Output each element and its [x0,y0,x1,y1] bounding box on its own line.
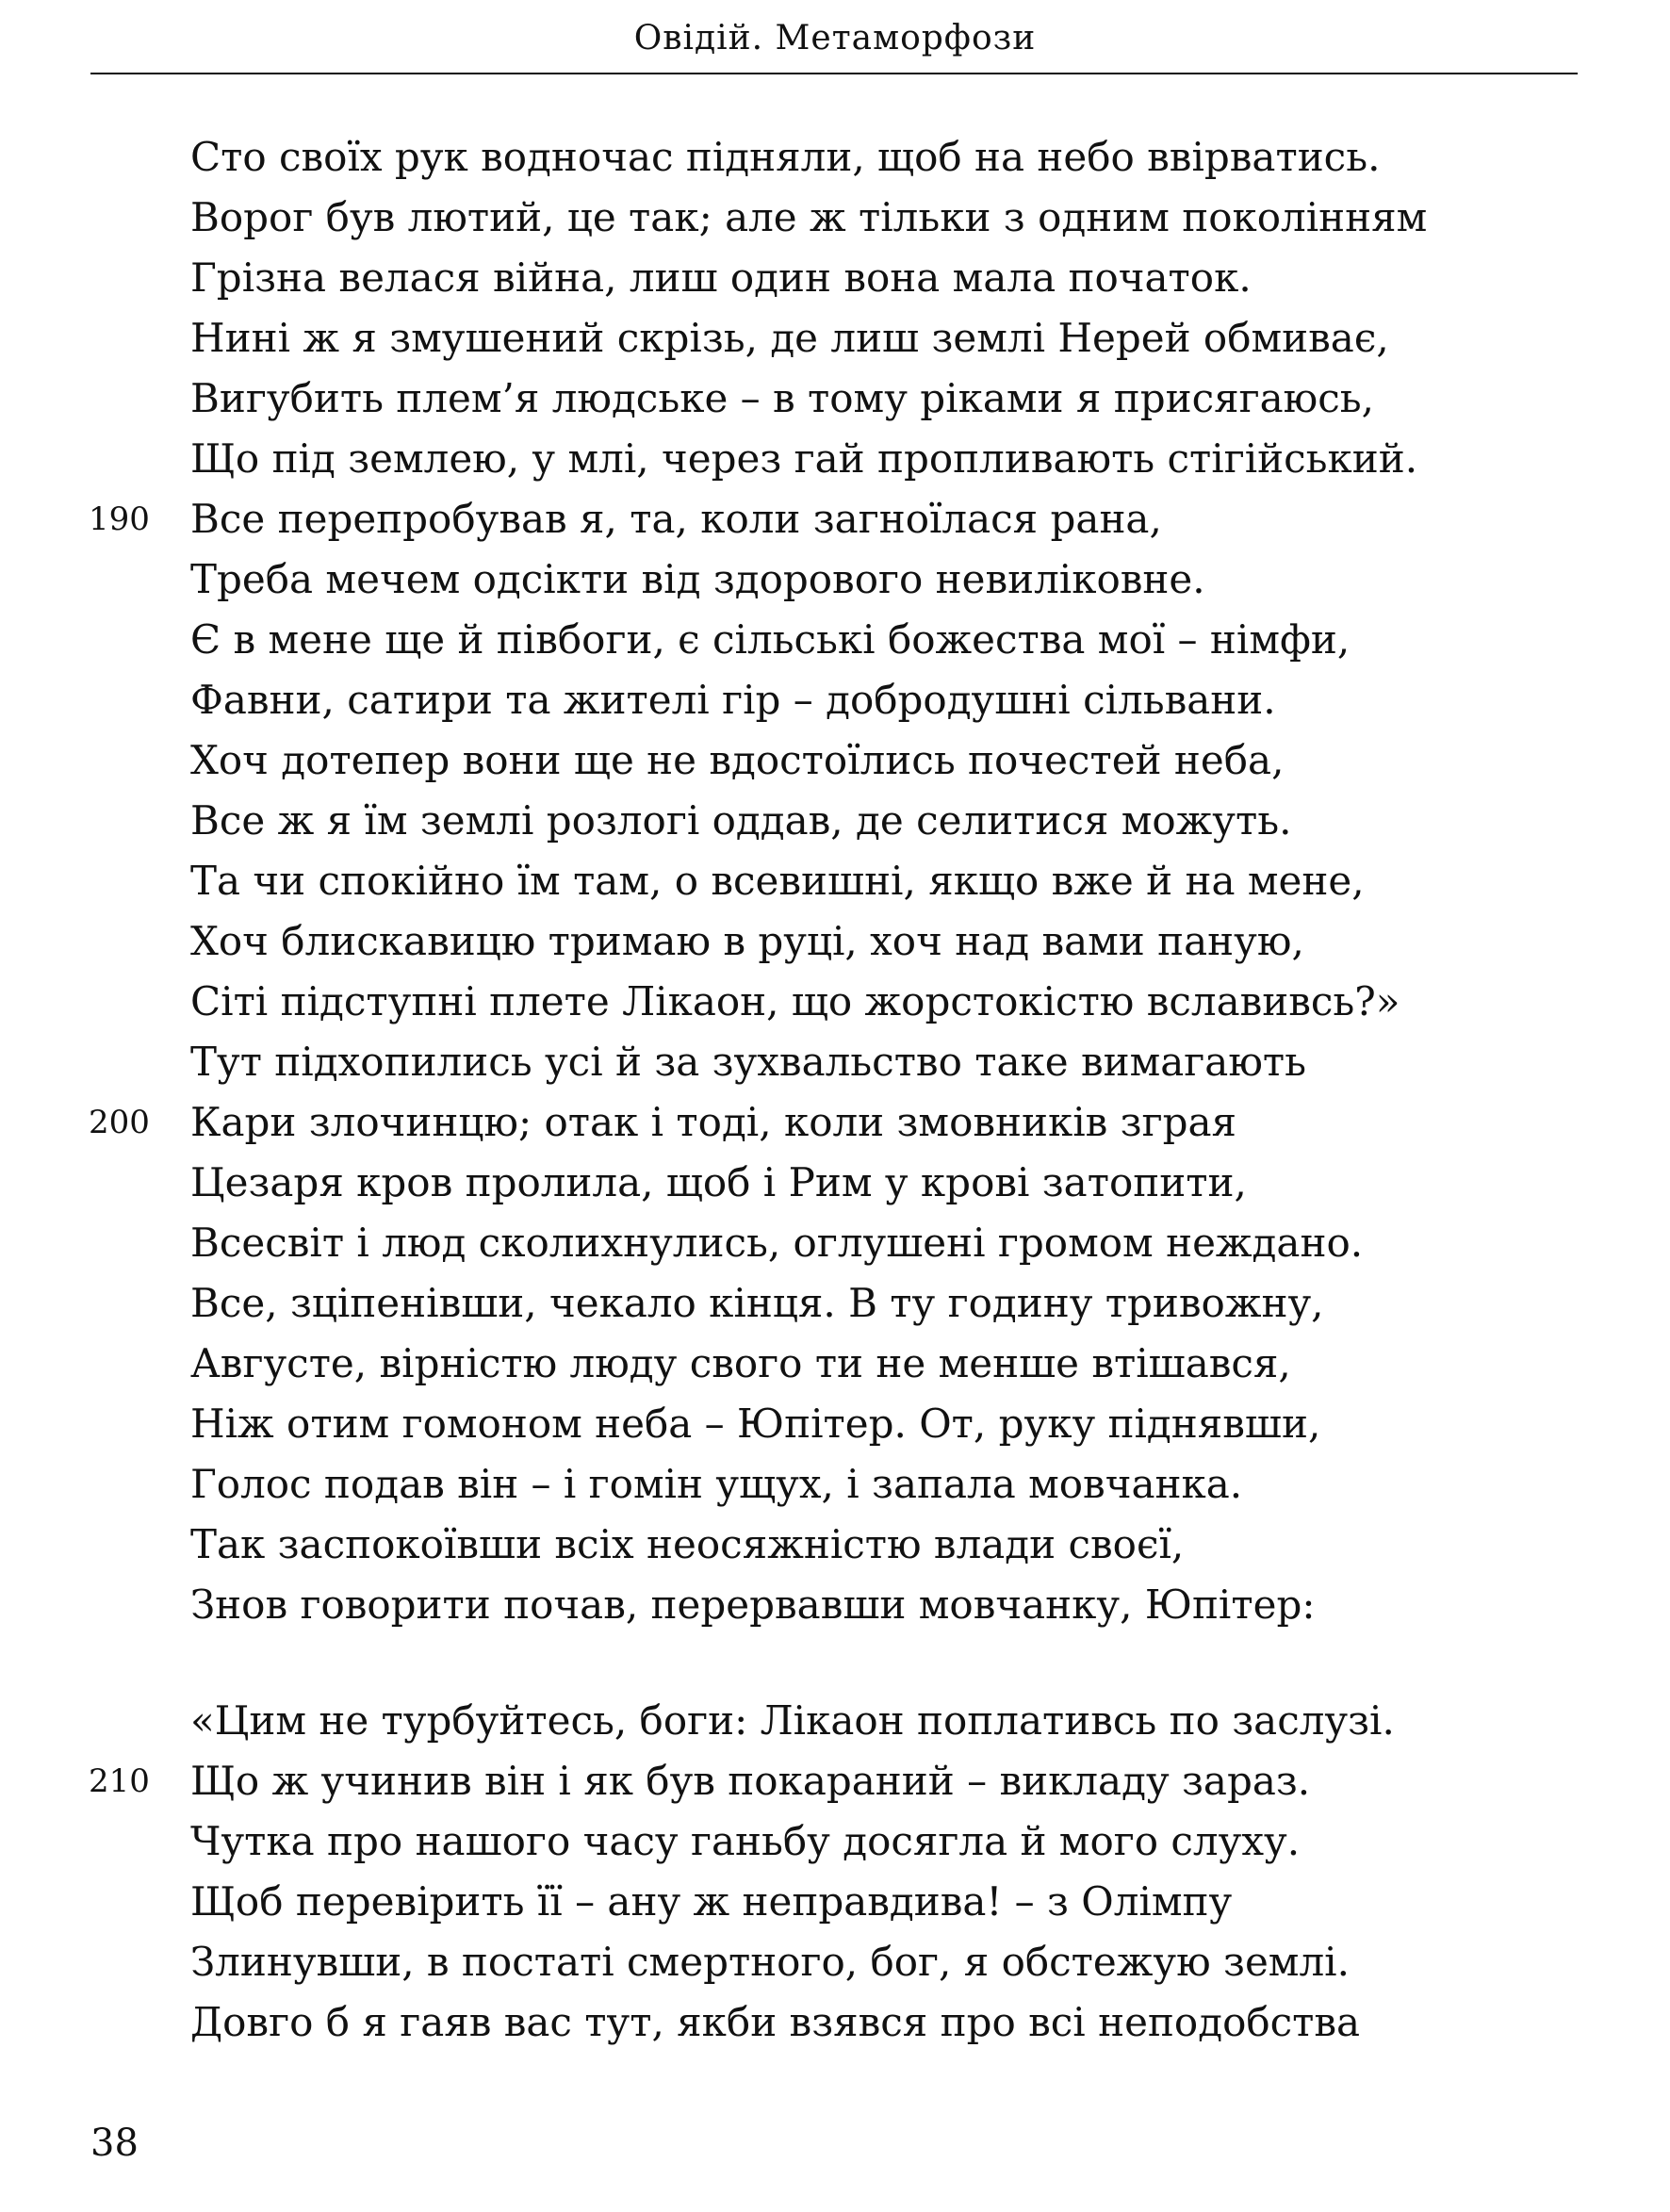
running-head: Овідій. Метаморфози [633,19,1037,57]
verse-line: Довго б я гаяв вас тут, якби взявся про всі неподобства [190,1999,1361,2045]
verse-line: Треба мечем одсікти від здорового невиліковне. [190,556,1205,602]
line-number: 200 [89,1104,150,1141]
verse-line: Грізна велася війна, лиш один вона мала початок. [190,254,1252,301]
line-number: 190 [89,500,150,538]
verse-line: Що під землею, у млі, через гай пропливають стігійський. [190,435,1418,482]
header-rule [90,73,1578,74]
verse-line: Все ж я їм землі розлогі оддав, де селитися можуть. [190,797,1292,844]
page-number: 38 [90,2122,139,2165]
line-number: 210 [89,1762,150,1800]
verse-line: Так заспокоївши всіх неосяжністю влади своєї, [190,1521,1185,1567]
verse-line: Ніж отим гомоном неба – Юпітер. От, руку піднявши, [190,1401,1321,1447]
verse-line: Фавни, сатири та жителі гір – добродушні сільвани. [190,677,1276,723]
verse-line: Вигубить плем’я людське – в тому ріками я присягаюсь, [190,375,1374,421]
verse-line: Ворог був лютий, це так; але ж тільки з одним поколінням [190,194,1428,240]
verse-line: «Цим не турбуйтесь, боги: Лікаон поплативсь по заслузі. [190,1697,1395,1744]
verse-line: Хоч дотепер вони ще не вдостоїлись почестей неба, [190,737,1285,783]
verse-line: Нині ж я змушений скрізь, де лиш землі Нерей обмиває, [190,315,1389,361]
verse-line: Щоб перевірить її – ану ж неправдива! – з Олімпу [190,1878,1233,1925]
verse-line: Августе, вірністю люду свого ти не менше втішався, [190,1340,1291,1386]
verse-line: Кари злочинцю; отак і тоді, коли змовників зграя [190,1099,1237,1145]
verse-line: Знов говорити почав, перервавши мовчанку, Юпітер: [190,1581,1316,1628]
verse-line: Що ж учинив він і як був покараний – викладу зараз. [190,1758,1311,1804]
verse-line: Чутка про нашого часу ганьбу досягла й мого слуху. [190,1818,1301,1864]
verse-line: Все, зціпенівши, чекало кінця. В ту годину тривожну, [190,1280,1324,1326]
verse-line: Сіті підступні плете Лікаон, що жорстокістю вславивсь?» [190,978,1400,1024]
verse-line: Та чи спокійно їм там, о всевишні, якщо вже й на мене, [190,858,1365,904]
verse-line: Все перепробував я, та, коли загноїлася рана, [190,496,1162,542]
verse-line: Всесвіт і люд сколихнулись, оглушені громом неждано. [190,1220,1364,1266]
verse-line: Злинувши, в постаті смертного, бог, я обстежую землі. [190,1939,1350,1985]
verse-line: Голос подав він – і гомін ущух, і запала мовчанка. [190,1461,1243,1507]
verse-line: Тут підхопились усі й за зухвальство таке вимагають [190,1039,1306,1085]
verse-line: Хоч блискавицю тримаю в руці, хоч над вами паную, [190,918,1304,964]
verse-line: Цезаря кров пролила, щоб і Рим у крові затопити, [190,1159,1247,1205]
verse-line: Сто своїх рук водночас підняли, щоб на небо ввірватись. [190,134,1381,180]
verse-line: Є в мене ще й півбоги, є сільські божества мої – німфи, [190,616,1351,663]
